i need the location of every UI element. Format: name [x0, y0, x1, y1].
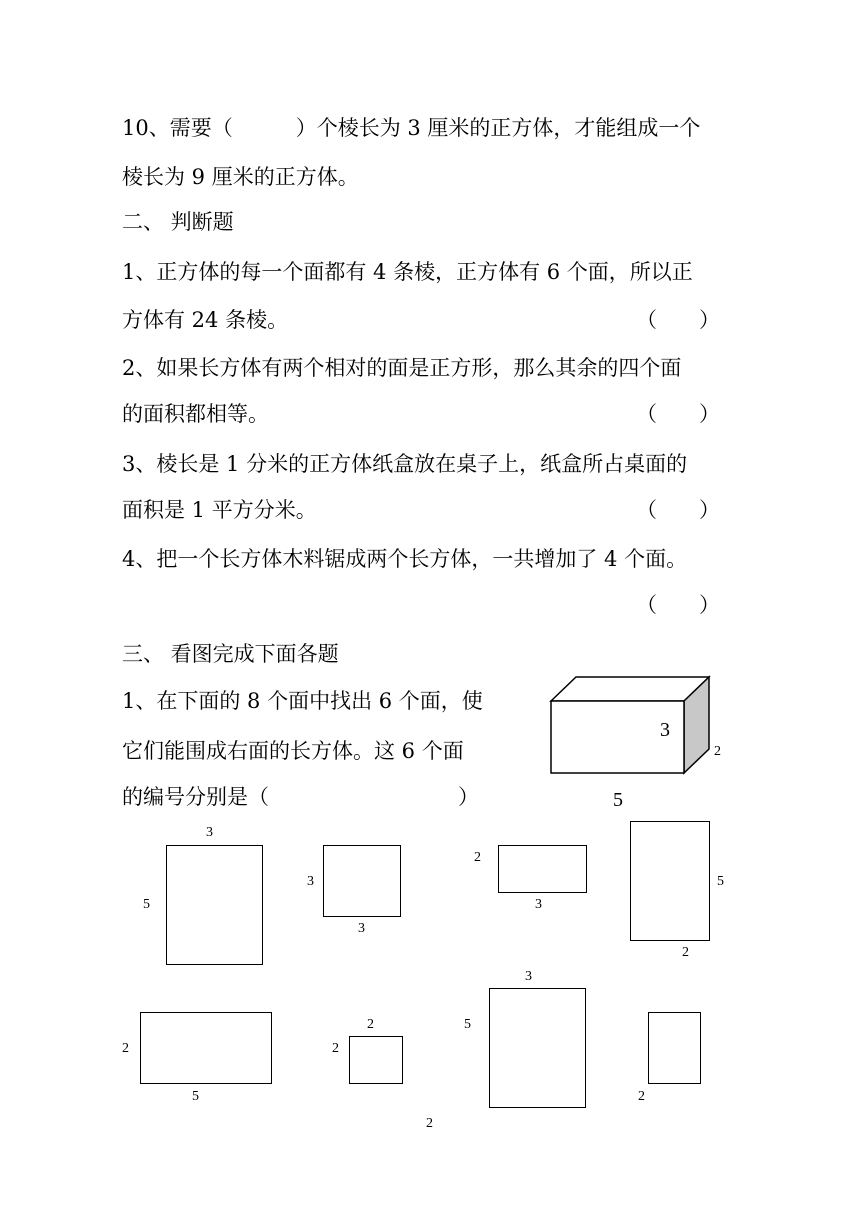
- judge4-answer-paren[interactable]: （ ）: [636, 593, 720, 617]
- judge2-line1: 2、如果长方体有两个相对的面是正方形，那么其余的四个面: [122, 356, 682, 380]
- face-6-side-label: 2: [332, 1041, 339, 1056]
- face-2: [323, 845, 401, 917]
- face-1-top-label: 3: [206, 825, 213, 840]
- judge3-answer-paren[interactable]: （ ）: [636, 498, 720, 522]
- face-4: [630, 821, 710, 941]
- judge3-line2: 面积是 1 平方分米。: [122, 498, 317, 522]
- cuboid-height-label: 3: [660, 719, 670, 741]
- cuboid-length-label: 5: [613, 789, 623, 811]
- face-2-bottom-label: 3: [358, 921, 365, 936]
- q3-1-line3: 的编号分别是（ ）: [122, 785, 479, 809]
- face-3-bottom-label: 3: [535, 897, 542, 912]
- q3-1-line2: 它们能围成右面的长方体。这 6 个面: [122, 739, 464, 763]
- face-1-side-label: 5: [143, 897, 150, 912]
- face-5-side-label: 2: [122, 1041, 129, 1056]
- face-8: [648, 1012, 701, 1084]
- face-4-bottom-label: 2: [682, 945, 689, 960]
- page-number: 2: [426, 1116, 433, 1131]
- section2-title: 二、 判断题: [122, 210, 234, 234]
- cuboid-drawing: [550, 676, 712, 776]
- judge1-answer-paren[interactable]: （ ）: [636, 308, 720, 332]
- face-7-side-label: 5: [464, 1017, 471, 1032]
- cuboid-width-label: 2: [714, 744, 721, 759]
- face-3: [498, 845, 587, 893]
- judge4-line1: 4、把一个长方体木料锯成两个长方体，一共增加了 4 个面。: [122, 547, 688, 571]
- judge2-answer-paren[interactable]: （ ）: [636, 402, 720, 426]
- q10-line2: 棱长为 9 厘米的正方体。: [122, 165, 359, 189]
- face-7: [489, 988, 586, 1108]
- judge1-line2: 方体有 24 条棱。: [122, 308, 289, 332]
- judge3-line1: 3、棱长是 1 分米的正方体纸盒放在桌子上，纸盒所占桌面的: [122, 452, 688, 476]
- judge2-line2: 的面积都相等。: [122, 402, 269, 426]
- face-8-bottom-label: 2: [638, 1089, 645, 1104]
- face-1: [166, 845, 263, 965]
- judge1-line1: 1、正方体的每一个面都有 4 条棱，正方体有 6 个面，所以正: [122, 260, 693, 284]
- face-5-bottom-label: 5: [192, 1089, 199, 1104]
- face-2-side-label: 3: [307, 874, 314, 889]
- face-4-side-label: 5: [717, 874, 724, 889]
- face-6-top-label: 2: [367, 1017, 374, 1032]
- section3-title: 三、 看图完成下面各题: [122, 642, 339, 666]
- q3-1-line1: 1、在下面的 8 个面中找出 6 个面，使: [122, 689, 483, 713]
- q10-line1: 10、需要（ ）个棱长为 3 厘米的正方体，才能组成一个: [122, 116, 701, 140]
- face-7-top-label: 3: [525, 969, 532, 984]
- face-6: [349, 1036, 403, 1084]
- face-3-side-label: 2: [474, 850, 481, 865]
- face-5: [140, 1012, 272, 1084]
